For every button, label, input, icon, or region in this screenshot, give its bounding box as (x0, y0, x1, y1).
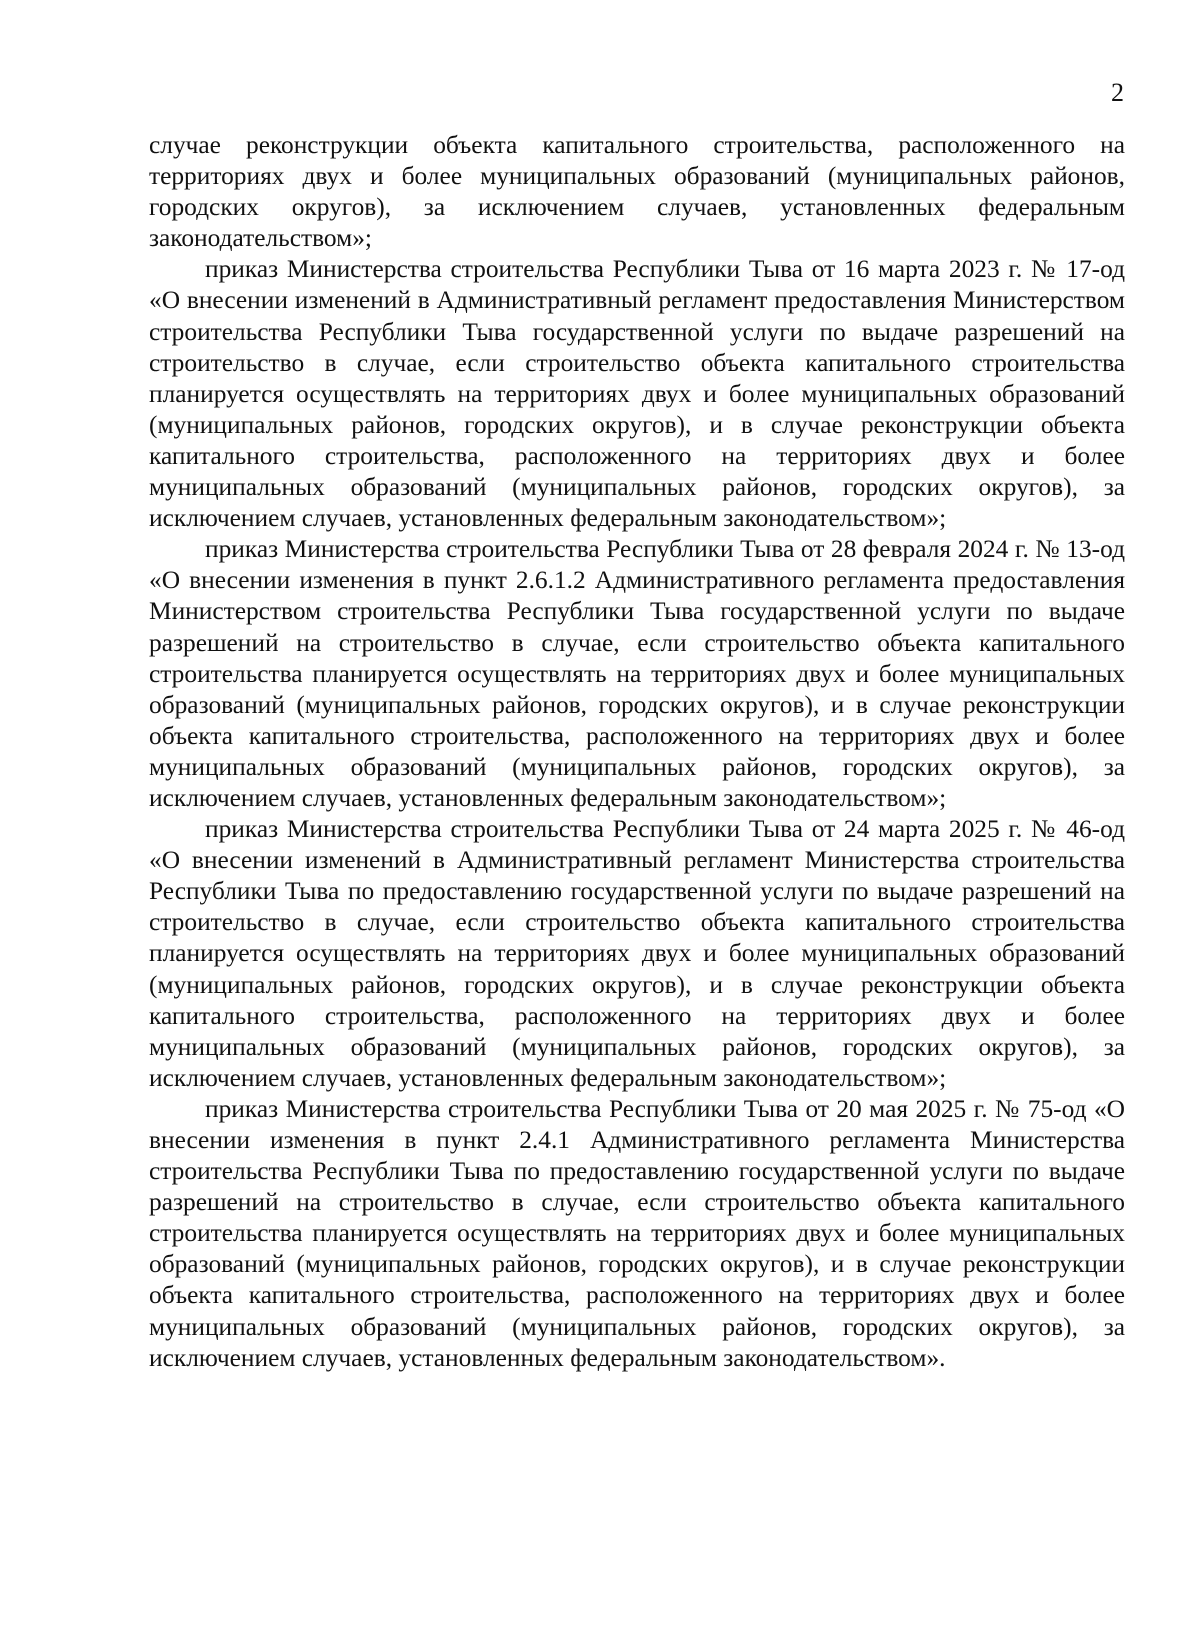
page-number: 2 (1111, 78, 1124, 107)
paragraph-order-24-march-2025: приказ Министерства строительства Республики Тыва от 24 марта 2025 г. № 46-од «О внесении изменений в Административный регламент Министерства строительства Республики Тыва по предоставлению государственной услуги по выдаче разрешений на строительство в случае, если строительство объекта капитального строительства планируется осуществлять на территориях двух и более муниципальных образований (муниципальных районов, городских округов), и в случае реконструкции объекта капитального строительства, расположенного на территориях двух и более муниципальных образований (муниципальных районов, городских округов), за исключением случаев, установленных федеральным законодательством»; (149, 815, 1125, 1092)
paragraph-order-16-march-2023: приказ Министерства строительства Республики Тыва от 16 марта 2023 г. № 17-од «О внесении изменений в Административный регламент предоставления Министерством строительства Республики Тыва государственной услуги по выдаче разрешений на строительство в случае, если строительство объекта капитального строительства планируется осуществлять на территориях двух и более муниципальных образований (муниципальных районов, городских округов), и в случае реконструкции объекта капитального строительства, расположенного на территориях двух и более муниципальных образований (муниципальных районов, городских округов), за исключением случаев, установленных федеральным законодательством»; (149, 255, 1125, 533)
document-body (149, 130, 1125, 1374)
paragraph-order-20-may-2025: приказ Министерства строительства Республики Тыва от 20 мая 2025 г. № 75-од «О внесении изменения в пункт 2.4.1 Административного регламента Министерства строительства Республики Тыва по предоставлению государственной услуги по выдаче разрешений на строительство в случае, если строительство объекта капитального строительства планируется осуществлять на территориях двух и более муниципальных образований (муниципальных районов, городских округов), и в случае реконструкции объекта капитального строительства, расположенного на территориях двух и более муниципальных образований (муниципальных районов, городских округов), за исключением случаев, установленных федеральным законодательством». (149, 1094, 1125, 1372)
paragraph-continuation: случае реконструкции объекта капитального строительства, расположенного на территориях двух и более муниципальных образований (муниципальных районов, городских округов), за исключением случаев, установленных федеральным законодательством»; (149, 131, 1125, 253)
paragraph-order-28-february-2024: приказ Министерства строительства Республики Тыва от 28 февраля 2024 г. № 13-од «О внесении изменения в пункт 2.6.1.2 Административного регламента предоставления Министерством строительства Республики Тыва государственной услуги по выдаче разрешений на строительство в случае, если строительство объекта капитального строительства планируется осуществлять на территориях двух и более муниципальных образований (муниципальных районов, городских округов), и в случае реконструкции объекта капитального строительства, расположенного на территориях двух и более муниципальных образований (муниципальных районов, городских округов), за исключением случаев, установленных федеральным законодательством»; (149, 535, 1125, 812)
